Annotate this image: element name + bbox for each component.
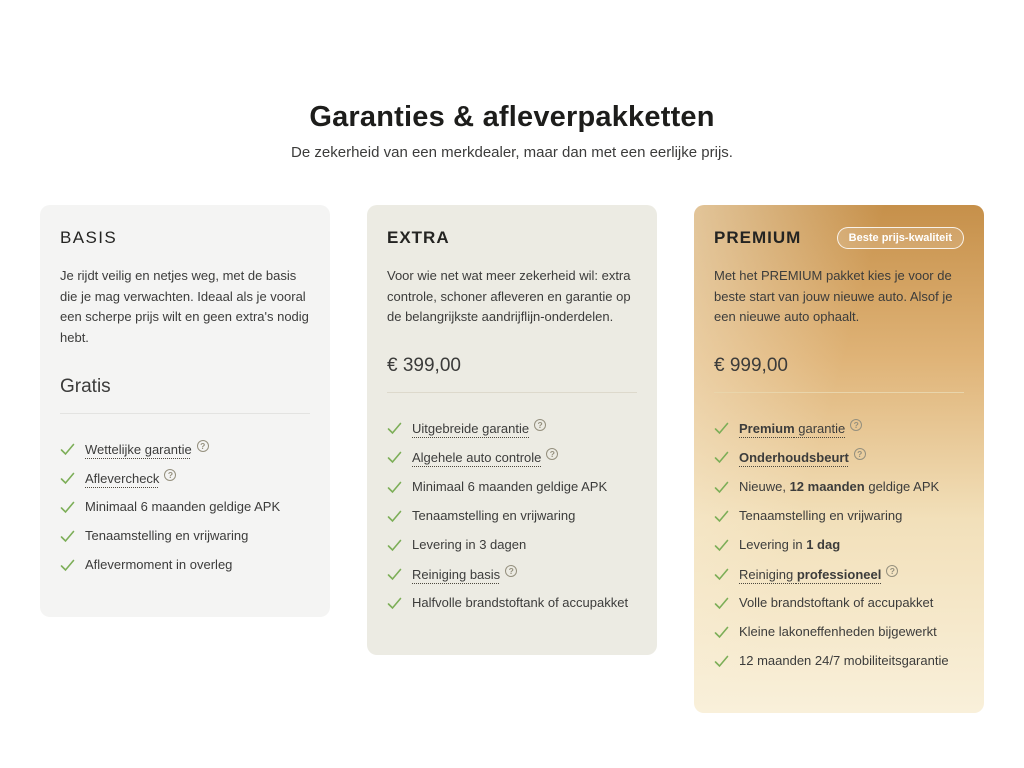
feature-item [714, 448, 964, 467]
feature-item [714, 536, 964, 555]
feature-label: Levering in 3 dagen [412, 536, 527, 552]
feature-label: Tenaamstelling en vrijwaring [85, 528, 249, 544]
help-icon[interactable]: ? [505, 565, 517, 577]
card-extra-header [387, 227, 637, 249]
feature-term-tooltip[interactable]: Aflevercheck ? [85, 469, 176, 488]
feature-item [387, 536, 637, 555]
check-icon [387, 597, 402, 610]
package-cards [40, 205, 984, 713]
feature-label: Minimaal 6 maanden geldige APK [85, 499, 281, 515]
feature-term-tooltip[interactable]: Onderhoudsbeurt ? [739, 448, 866, 467]
check-icon [714, 539, 729, 552]
check-icon [714, 597, 729, 610]
card-basis-price: Gratis [60, 375, 111, 397]
feature-item [387, 565, 637, 584]
feature-term-tooltip[interactable]: Premium garantie ? [739, 419, 862, 438]
feature-item [387, 478, 637, 497]
feature-item [714, 507, 964, 526]
check-icon [714, 481, 729, 494]
help-icon[interactable]: ? [886, 565, 898, 577]
card-basis-feature-list [60, 440, 310, 575]
check-icon [60, 472, 75, 485]
feature-item [387, 507, 637, 526]
check-icon [714, 655, 729, 668]
help-icon[interactable]: ? [534, 419, 546, 431]
card-premium-title: PREMIUM [714, 227, 802, 247]
divider [387, 392, 637, 393]
feature-label: Aflevermoment in overleg [85, 557, 233, 573]
feature-label: Tenaamstelling en vrijwaring [412, 507, 576, 523]
card-basis-title: BASIS [60, 227, 118, 247]
feature-label: Nieuwe, 12 maanden geldige APK [739, 478, 940, 494]
card-basis-header [60, 227, 310, 249]
page-title: Garanties & afleverpakketten [309, 101, 715, 133]
feature-item [60, 440, 310, 459]
feature-item [60, 498, 310, 517]
help-icon[interactable]: ? [164, 469, 176, 481]
feature-label: Kleine lakoneffenheden bijgewerkt [739, 623, 937, 639]
card-premium-feature-list [714, 419, 964, 671]
check-icon [60, 443, 75, 456]
feature-item [714, 594, 964, 613]
feature-term-tooltip[interactable]: Uitgebreide garantie ? [412, 419, 546, 438]
check-icon [387, 568, 402, 581]
feature-term-tooltip[interactable]: Wettelijke garantie ? [85, 440, 209, 459]
card-extra-feature-list [387, 419, 637, 613]
feature-label: Halfvolle brandstoftank of accupakket [412, 594, 629, 610]
feature-item [714, 565, 964, 584]
card-extra-price: € 399,00 [387, 355, 461, 377]
feature-term-tooltip[interactable]: Algehele auto controle ? [412, 448, 558, 467]
feature-label: Tenaamstelling en vrijwaring [739, 507, 903, 523]
feature-item [60, 527, 310, 546]
feature-label: Levering in 1 dag [739, 536, 841, 552]
page-subtitle: De zekerheid van een merkdealer, maar dan met een eerlijke prijs. [291, 143, 733, 161]
feature-label: Minimaal 6 maanden geldige APK [412, 478, 608, 494]
help-icon[interactable]: ? [850, 419, 862, 431]
feature-item [714, 478, 964, 497]
pricing-section [40, 0, 984, 713]
card-premium-price: € 999,00 [714, 355, 788, 377]
card-basis [40, 205, 330, 618]
divider [60, 413, 310, 414]
feature-label: 12 maanden 24/7 mobiliteitsgarantie [739, 652, 949, 668]
card-premium-header [714, 227, 964, 249]
feature-item [60, 469, 310, 488]
check-icon [714, 422, 729, 435]
feature-item [714, 652, 964, 671]
card-basis-description: Je rijdt veilig en netjes weg, met de basis die je mag verwachten. Ideaal als je vooral een scherpe prijs wilt en geen extra's nodig hebt. [60, 267, 309, 346]
feature-item [714, 419, 964, 438]
divider [714, 392, 964, 393]
check-icon [387, 451, 402, 464]
card-extra-description: Voor wie net wat meer zekerheid wil: extra controle, schoner afleveren en garantie op de belangrijkste aandrijflijn-onderdelen. [387, 267, 631, 325]
card-premium [694, 205, 984, 713]
check-icon [714, 451, 729, 464]
feature-item [387, 594, 637, 613]
card-extra-title: EXTRA [387, 227, 450, 247]
feature-label: Volle brandstoftank of accupakket [739, 594, 934, 610]
check-icon [60, 559, 75, 572]
help-icon[interactable]: ? [854, 448, 866, 460]
section-header [40, 100, 984, 161]
card-extra [367, 205, 657, 655]
check-icon [714, 626, 729, 639]
feature-term-tooltip[interactable]: Reiniging professioneel ? [739, 565, 898, 584]
check-icon [60, 530, 75, 543]
check-icon [60, 501, 75, 514]
feature-item [714, 623, 964, 642]
feature-term-tooltip[interactable]: Reiniging basis ? [412, 565, 517, 584]
check-icon [714, 568, 729, 581]
check-icon [714, 510, 729, 523]
check-icon [387, 539, 402, 552]
feature-item [387, 419, 637, 438]
check-icon [387, 510, 402, 523]
feature-item [60, 556, 310, 575]
help-icon[interactable]: ? [546, 448, 558, 460]
feature-item [387, 448, 637, 467]
help-icon[interactable]: ? [197, 440, 209, 452]
card-premium-description: Met het PREMIUM pakket kies je voor de beste start van jouw nieuwe auto. Alsof je een nieuwe auto ophaalt. [714, 267, 953, 325]
check-icon [387, 422, 402, 435]
check-icon [387, 481, 402, 494]
best-value-badge: Beste prijs-kwaliteit [837, 227, 964, 249]
